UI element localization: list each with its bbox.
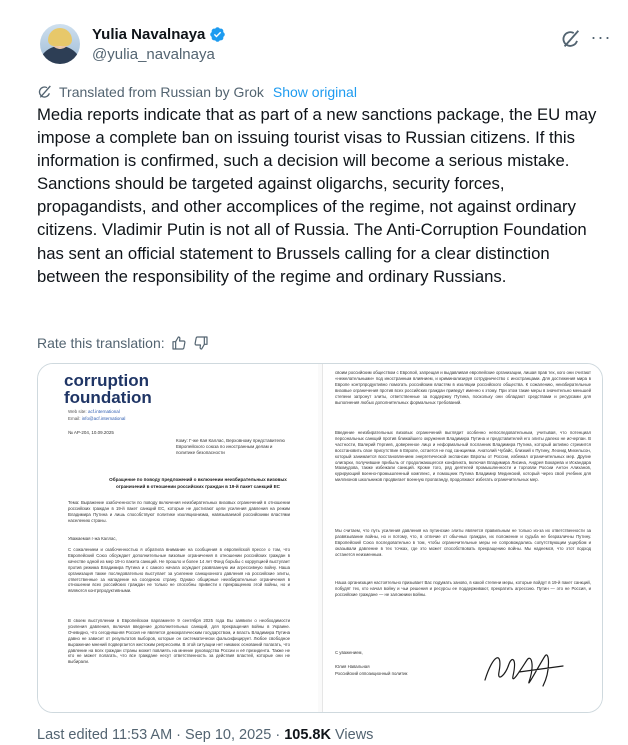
email-value: info@acf.international (81, 416, 126, 421)
post-timestamp[interactable]: Last edited 11:53 AM · Sep 10, 2025 · (37, 727, 285, 743)
views-label: Views (330, 727, 374, 743)
document-page-1 (38, 364, 318, 713)
document-title: Обращение по поводу предложений о включении неизбирательных визовых ограничений в отношении российских граждан в 19-й пакет санкций ЕС (109, 477, 287, 489)
show-original-link[interactable]: Show original (272, 84, 357, 100)
more-icon[interactable]: ··· (590, 27, 612, 47)
thumbs-up-icon[interactable] (171, 335, 187, 351)
document-number: № AP-204, 10.09.2025 (68, 430, 114, 435)
thumbs-down-icon[interactable] (193, 335, 209, 351)
document-right-paragraph-3: Мы считаем, что путь усиления давления на путинские элиты является правильным не только из-за их ответственности за развязывание войны, но и потому, что, в отличие от обычных граждан, их положение и судьба не безразличны Путину. Европейский Союз последовательно в том, чтобы ограничительные меры не сопровождались сопутствующим ущербом и оказывали давление в тех точках, где это может способствовать прекращению войны. Мы надеемся, что этот подход останется неизменным. (335, 528, 591, 557)
email-label: Email: (68, 416, 81, 421)
author-handle[interactable]: @yulia_navalnaya (92, 46, 215, 63)
document-closing: С уважением, (335, 650, 363, 655)
translation-notice (37, 84, 357, 100)
document-page-2 (322, 364, 602, 713)
document-subject: Тема: Выражение озабоченности по поводу включения неизбирательных визовых ограничений в отношении российских граждан в 19-й пакет санкций ЕС, которые не достигают цели усиления давления на режим Владимира Путина и лишь способствуют политике изоляционизма, навязываемой российскими властями населению страны. (68, 500, 290, 523)
rate-label: Rate this translation: (37, 335, 165, 351)
avatar[interactable] (40, 24, 80, 64)
web-value: acf.international (87, 409, 120, 414)
document-right-paragraph-4: Наша организация настоятельно призывает Вас подумать заново, в какой степени меры, которые войдут в 19-й пакет санкций, побудят тех, кто начал войну и чьи решения и ресурсы ее поддерживают, прекратить агрессию. Путин — это не Россия, и российские граждане — не заложники войны. (335, 580, 591, 597)
document-recipient: Кому: Г-же Кая Каллас, Верховному представителю Европейского союза по иностранным делам и политике безопасности (176, 438, 285, 455)
document-signer: Юлия Навальная (335, 664, 370, 669)
document-right-paragraph-1: своим российским обществом с Европой, запрещая и выдавливая европейские организации, лишая прав тех, кого они считают «нежелательными» под иностранным влиянием, и криминализируя сотрудничество с иностранцами. Для достижения мира в Европе контрпродуктивно помогать российским властям в изоляции российского общества. К сожалению, неизбирательные визовые ограничения против всех российских граждан приведут именно к этому. При этом такие меры в значительно меньшей степени затронут элиты, ответственные за поддержку Путина, поскольку они обладают средствами и ресурсами для выполнения любых дополнительных формальных требований. (335, 370, 591, 405)
document-signer-title: Российский оппозиционный политик (335, 671, 408, 676)
grok-icon[interactable] (560, 28, 582, 50)
document-contacts (68, 408, 125, 422)
web-label: Web site: (68, 409, 87, 414)
verified-badge-icon (209, 26, 226, 43)
views-count: 105.8K (284, 727, 331, 743)
author-display-name-row[interactable] (92, 26, 226, 43)
attached-document-image[interactable] (37, 363, 603, 713)
post-meta (37, 727, 373, 743)
post-header (40, 24, 610, 72)
logo-line-2: foundation (64, 388, 152, 407)
document-left-paragraph-1: С сожалением и озабоченностью я обратила внимание на сообщения в европейской прессе о том, что Европейский Союз обсуждает дополнительные визовые ограничения в отношении российских граждан в качестве одной из мер 19-го пакета санкций. Не прошло и более 14 лет Фонд борьбы с коррупцией выступает против режима Владимира Путина и с самого начала осуждает развязанную им агрессивную войну. Наша организация также последовательно выступает за усиление санкционного давления на российские элиты, ответственные за нападение на соседнюю страну. Однако общирные неизбирательные ограничения в отношении всех российских граждан не только не способны привести к прекращению этой войны, но и являются контрпродуктивными. (68, 547, 290, 594)
author-display-name[interactable]: Yulia Navalnaya (92, 26, 206, 43)
translation-label: Translated from Russian by Grok (59, 84, 264, 100)
document-left-paragraph-2: В своем выступлении в Европейском парламенте 9 сентября 2025 года Вы заявили о необходимости усиления давления, включая введение дополнительных санкций, для прекращения войны в Украине. Очевидно, что сегодняшняя Россия не является демократическим государством, и власть Владимира Путина давно не зависит от результатов выборов, которые он систематически фальсифицирует. Любое свободное выражение мнений подвергается жестоким репрессиям. В этой ситуации нет никаких оснований полагать, что давление на всех граждан страны может повлиять на мнение руководства России и её президента. Также не кто не может полагать, что все граждане несут ответственность за действия властей, которые они не выбирали. (68, 618, 290, 665)
document-greeting: Уважаемая г-жа Каллас, (68, 536, 117, 541)
document-logo (64, 372, 152, 406)
post-text: Media reports indicate that as part of a new sanctions package, the EU may impose a complete ban on issuing tourist visas to Russian citizens. If this information is confirmed, such a decision will become a serious mistake. Sanctions should be targeted against oligarchs, security forces, propagandists, and other accomplices of the regime, not against ordinary citizens. Vladimir Putin is not all of Russia. The Anti-Corruption Foundation has sent an official statement to Brussels calling for a clear distinction between the responsibility of the regime and ordinary Russians. (37, 105, 597, 286)
rate-translation (37, 335, 209, 351)
author-names (92, 26, 226, 63)
grok-translate-icon (37, 84, 53, 100)
document-right-paragraph-2: Введение неизбирательных визовых ограничений выглядит особенно непоследовательным, учитывая, что потенциал персональных санкций против ближайшего окружения Владимира Путина и представителей его элиты далеко не исчерпан. В частности, Валерий Гергиев, доверенное лицо и неформальный посланник Владимира Путина, который активно стремится восстановить свое присутствие в Европе, остается не под санкциями. Анатолий Чубайс, близкий к Путину, Леонид Михельсон, который занимается восстановлением энергетической экспансии Европы от России, избежал ограничительных мер. Другие олигархи, получившие прибыль от продолжающегося конфликта, включая Владимира Лисина, Андрея Бокарева и Искандара Махмудова, также избежали санкций. Кроме того, ряд деятелей промышленности и торговли России Антон Алиханов, курирующий военно-промышленный комплекс, и помощник Путина Владимир Мединский, который через свой учебник для миллионов школьников продвигает военную пропаганду, продолжают избегать ограничительных мер. (335, 430, 591, 483)
signature-image (479, 646, 569, 692)
logo-line-1: corruption (64, 371, 149, 390)
